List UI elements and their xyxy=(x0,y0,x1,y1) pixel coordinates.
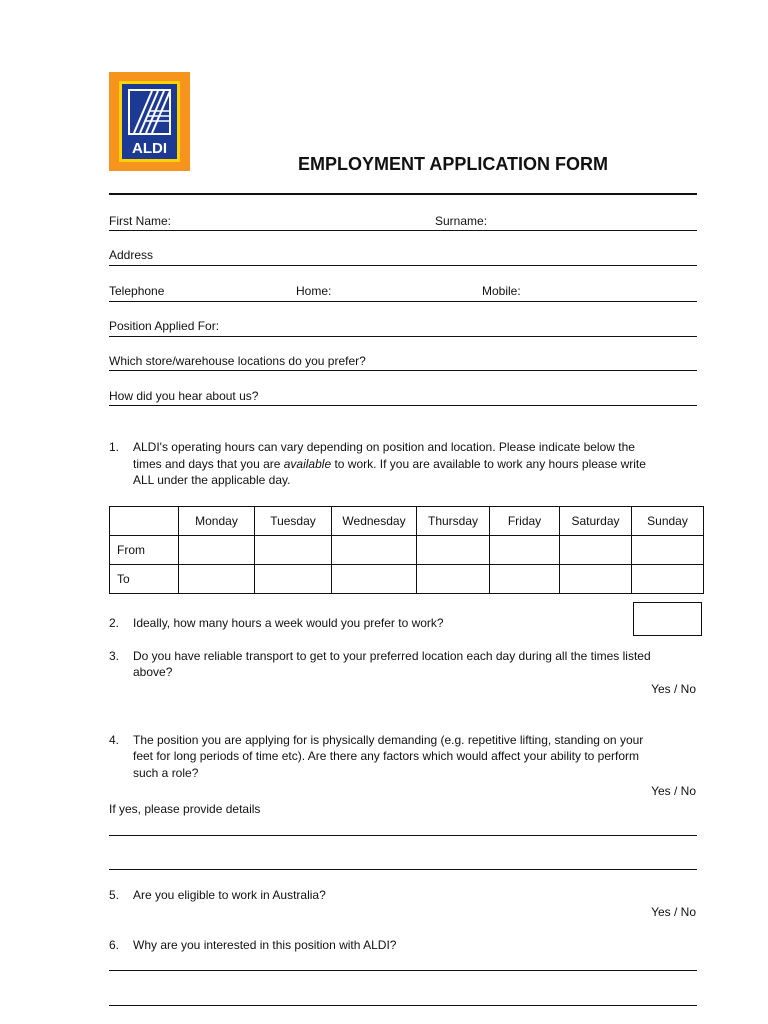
address-field[interactable] xyxy=(109,265,697,266)
telephone-label: Telephone xyxy=(109,284,165,298)
locations-field[interactable] xyxy=(109,370,697,371)
answer-field-line[interactable] xyxy=(109,1005,697,1006)
question-2-text: Ideally, how many hours a week would you prefer to work? xyxy=(133,616,444,630)
table-cell[interactable] xyxy=(255,565,332,594)
title-divider xyxy=(109,193,697,195)
address-label: Address xyxy=(109,248,154,262)
logo-stripes-icon xyxy=(128,89,171,135)
hours-input-box[interactable] xyxy=(633,602,702,636)
aldi-logo xyxy=(109,72,190,171)
table-cell[interactable] xyxy=(560,536,632,565)
table-cell[interactable] xyxy=(560,565,632,594)
table-header-cell: Saturday xyxy=(560,507,632,536)
hear-about-label: How did you hear about us? xyxy=(109,389,259,403)
question-number: 3. xyxy=(109,649,120,663)
table-header-row xyxy=(110,507,704,536)
details-label: If yes, please provide details xyxy=(109,802,261,816)
question-number: 4. xyxy=(109,733,120,747)
table-cell[interactable] xyxy=(490,565,560,594)
question-4-yes-no[interactable]: Yes / No xyxy=(651,784,696,798)
position-label: Position Applied For: xyxy=(109,319,220,333)
table-cell[interactable] xyxy=(490,536,560,565)
table-row xyxy=(110,536,704,565)
table-header-cell: Sunday xyxy=(632,507,704,536)
first-name-field[interactable] xyxy=(109,230,697,231)
table-cell[interactable] xyxy=(255,536,332,565)
question-5-yes-no[interactable]: Yes / No xyxy=(651,905,696,919)
table-header-cell: Thursday xyxy=(417,507,490,536)
question-1-text: ALDI's operating hours can vary depending on position and location. Please indicate below the xyxy=(133,440,635,454)
availability-table xyxy=(109,506,704,594)
question-number: 2. xyxy=(109,616,120,630)
table-header-cell: Tuesday xyxy=(255,507,332,536)
question-5-text: Are you eligible to work in Australia? xyxy=(133,888,326,902)
telephone-field[interactable] xyxy=(109,301,697,302)
page-title: EMPLOYMENT APPLICATION FORM xyxy=(298,154,608,174)
row-label: From xyxy=(110,536,179,565)
table-header-cell: Friday xyxy=(490,507,560,536)
table-cell[interactable] xyxy=(632,536,704,565)
question-3-yes-no[interactable]: Yes / No xyxy=(651,682,696,696)
question-4-text: The position you are applying for is physically demanding (e.g. repetitive lifting, standing on your xyxy=(133,733,644,747)
table-cell[interactable] xyxy=(179,536,255,565)
mobile-label: Mobile: xyxy=(482,284,521,298)
row-label: To xyxy=(110,565,179,594)
question-number: 6. xyxy=(109,938,120,952)
position-field[interactable] xyxy=(109,336,697,337)
question-6-text: Why are you interested in this position with ALDI? xyxy=(133,938,397,952)
table-header-cell: Wednesday xyxy=(332,507,417,536)
question-4-text-line2: feet for long periods of time etc). Are there any factors which would affect your ability to perform xyxy=(133,749,640,763)
first-name-label: First Name: xyxy=(109,214,172,228)
table-header-cell: Monday xyxy=(179,507,255,536)
hear-about-field[interactable] xyxy=(109,405,697,406)
answer-field-line[interactable] xyxy=(109,970,697,971)
table-corner-cell xyxy=(110,507,179,536)
question-3-text: Do you have reliable transport to get to your preferred location each day during all the times listed xyxy=(133,649,651,663)
logo-panel xyxy=(122,84,177,159)
table-row xyxy=(110,565,704,594)
question-4-text-line3: such a role? xyxy=(133,766,199,780)
details-field-line[interactable] xyxy=(109,869,697,870)
details-field-line[interactable] xyxy=(109,835,697,836)
logo-text: ALDI xyxy=(132,140,167,157)
question-1-text-line3: ALL under the applicable day. xyxy=(133,473,291,487)
surname-label: Surname: xyxy=(435,214,488,228)
table-cell[interactable] xyxy=(632,565,704,594)
question-1-text-line2: times and days that you are available to work. If you are available to work any hours please write xyxy=(133,457,646,471)
table-cell[interactable] xyxy=(332,565,417,594)
locations-label: Which store/warehouse locations do you prefer? xyxy=(109,354,366,368)
logo-border xyxy=(119,81,180,162)
table-cell[interactable] xyxy=(417,565,490,594)
home-phone-label: Home: xyxy=(296,284,332,298)
table-cell[interactable] xyxy=(417,536,490,565)
table-cell[interactable] xyxy=(332,536,417,565)
question-number: 5. xyxy=(109,888,120,902)
table-cell[interactable] xyxy=(179,565,255,594)
question-3-text-line2: above? xyxy=(133,665,173,679)
question-number: 1. xyxy=(109,440,120,454)
